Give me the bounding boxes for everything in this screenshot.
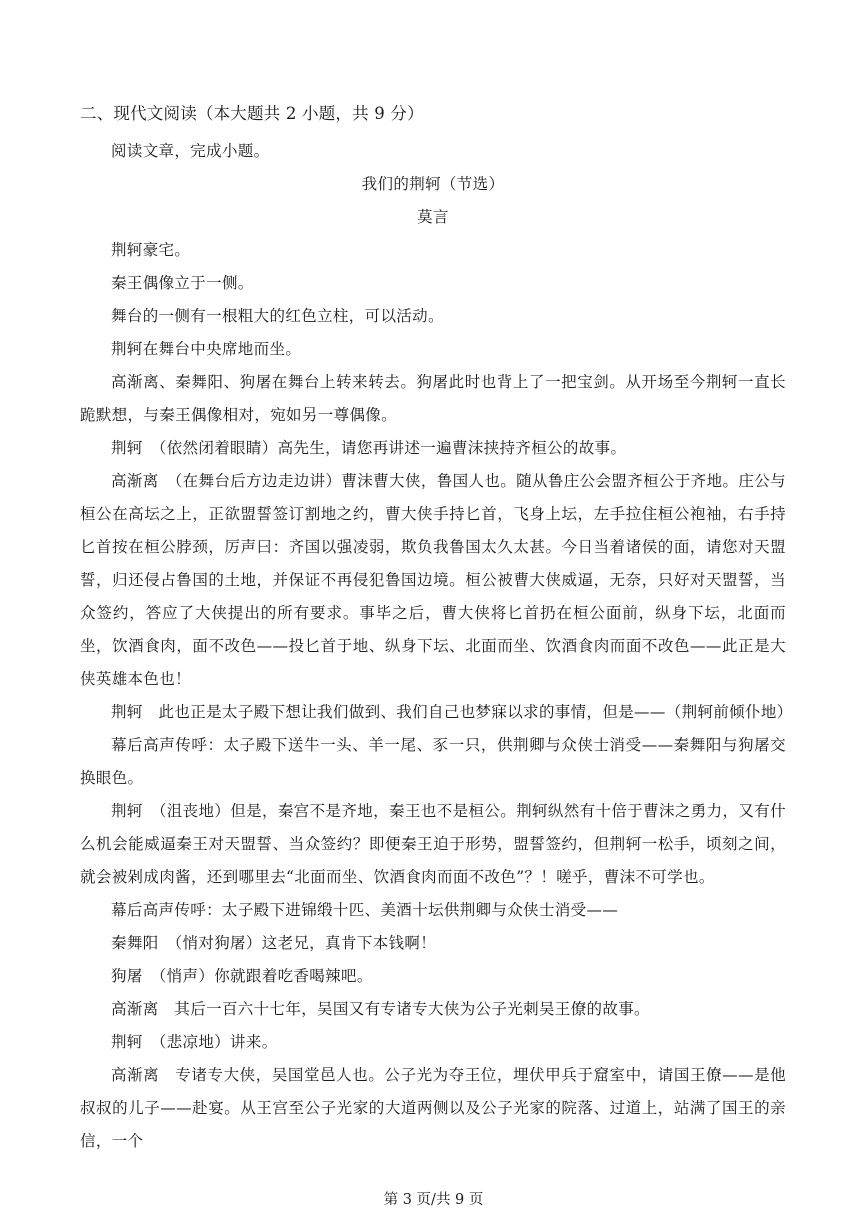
article-author: 莫言 (417, 208, 449, 226)
paragraph: 高渐离 专诸专大侠，吴国堂邑人也。公子光为夺王位，埋伏甲兵于窟室中，请国王僚——是他叔叔的儿子——赴宴。从王宫至公子光家的大道两侧以及公子光家的院落、过道上，站满了国王的亲信，一个 (80, 1066, 786, 1150)
paragraph: 荆轲在舞台中央席地而坐。 (111, 340, 302, 358)
paragraph: 荆轲 此也正是太子殿下想让我们做到、我们自己也梦寐以求的事情，但是——（荆轲前倾仆地） (111, 703, 793, 721)
paragraph: 荆轲豪宅。 (111, 241, 191, 259)
paragraph: 秦王偶像立于一侧。 (111, 274, 254, 292)
reading-section (80, 100, 793, 1158)
paragraph: 高渐离 其后一百六十七年，吴国又有专诸专大侠为公子光刺吴王僚的故事。 (111, 1000, 650, 1018)
paragraph: 幕后高声传呼：太子殿下进锦缎十匹、美酒十坛供荆卿与众侠士消受—— (111, 901, 619, 919)
paragraph: 狗屠 （悄声）你就跟着吃香喝辣吧。 (111, 967, 373, 985)
paragraph: 秦舞阳 （悄对狗屠）这老兄，真肯下本钱啊！ (111, 934, 437, 952)
paragraph: 舞台的一侧有一根粗大的红色立柱，可以活动。 (111, 307, 444, 325)
paragraph: 高渐离 （在舞台后方边走边讲）曹沫曹大侠，鲁国人也。随从鲁庄公会盟齐桓公于齐地。庄公与桓公在高坛之上，正欲盟誓签订割地之约，曹大侠手持匕首，飞身上坛，左手拉住桓公袍袖，右手持匕首按在桓公脖颈，厉声曰：齐国以强凌弱，欺负我鲁国太久太甚。今日当着诸侯的面，请您对天盟誓，归还侵占鲁国的土地，并保证不再侵犯鲁国边境。桓公被曹大侠威逼，无奈，只好对天盟誓，当众签约，答应了大侠提出的所有要求。事毕之后，曹大侠将匕首扔在桓公面前，纵身下坛，北面而坐，饮酒食肉，面不改色——投匕首于地、纵身下坛、北面而坐、饮酒食肉而面不改色——此正是大侠英雄本色也！ (80, 472, 786, 688)
paragraph: 幕后高声传呼：太子殿下送牛一头、羊一尾、豕一只，供荆卿与众侠士消受——秦舞阳与狗屠交换眼色。 (80, 736, 786, 787)
page-number: 第 3 页/共 9 页 (383, 1192, 484, 1208)
paragraph: 高渐离、秦舞阳、狗屠在舞台上转来转去。狗屠此时也背上了一把宝剑。从开场至今荆轲一直长跪默想，与秦王偶像相对，宛如另一尊偶像。 (80, 373, 786, 424)
paragraph: 荆轲 （依然闭着眼睛）高先生，请您再讲述一遍曹沫挟持齐桓公的故事。 (111, 439, 627, 457)
paragraph: 荆轲 （沮丧地）但是，秦宫不是齐地，秦王也不是桓公。荆轲纵然有十倍于曹沫之勇力，又有什么机会能威逼秦王对天盟誓、当众签约？即便秦王迫于形势，盟誓签约，但荆轲一松手，顷刻之间，就会被剁成肉酱，还到哪里去“北面而坐、饮酒食肉而面不改色”？！嗟乎，曹沫不可学也。 (80, 802, 786, 886)
section-title: 二、现代文阅读（本大题共 2 小题，共 9 分） (80, 104, 424, 123)
paragraph: 荆轲 （悲凉地）讲来。 (111, 1033, 278, 1051)
article-title: 我们的荆轲（节选） (361, 175, 505, 193)
section-instruction: 阅读文章，完成小题。 (111, 142, 270, 160)
